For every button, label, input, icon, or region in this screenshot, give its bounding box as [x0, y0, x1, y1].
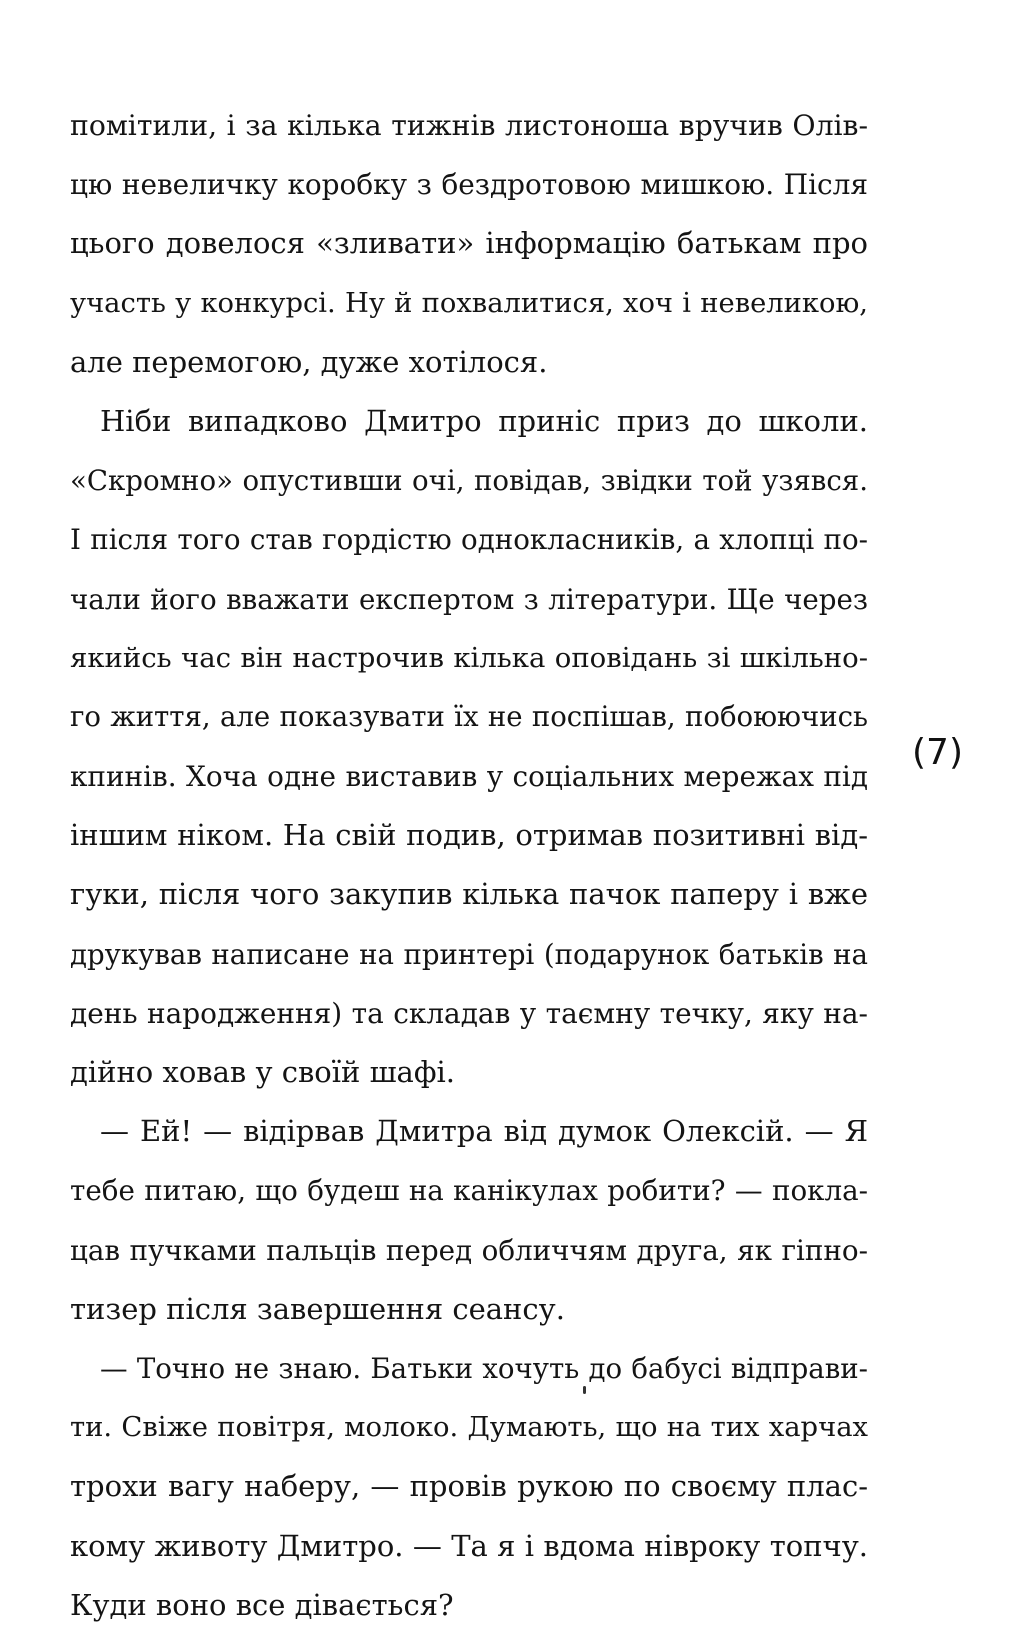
body-text — [70, 96, 868, 1635]
text-line: кпинів. Хоча одне виставив у соціальних мережах під — [70, 760, 868, 794]
text-line: чали його вважати експертом з літератури. Ще через — [70, 582, 868, 616]
text-line: гуки, після чого закупив кілька пачок паперу і вже — [70, 877, 868, 912]
text-line: день народження) та складав у таємну течку, яку на- — [70, 996, 868, 1030]
text-line: іншим ніком. На свій подив, отримав позитивні від- — [70, 818, 868, 853]
text-line: тизер після завершення сеансу. — [70, 1291, 565, 1326]
text-line: цав пучками пальців перед обличчям друга, як гіпно- — [70, 1233, 868, 1267]
print-speck — [583, 1386, 586, 1394]
text-line: «Скромно» опустивши очі, повідав, звідки той узявся. — [70, 464, 868, 498]
paragraph-4 — [70, 1339, 868, 1635]
text-line: дійно ховав у своїй шафі. — [70, 1055, 456, 1089]
text-line: трохи вагу наберу, — провів рукою по своєму плас- — [70, 1469, 868, 1504]
text-line: го життя, але показувати їх не поспішав, побоюючись — [70, 700, 868, 733]
paragraph-1 — [70, 96, 868, 392]
text-line: Куди воно все дівається? — [70, 1587, 454, 1622]
text-line: цю невеличку коробку з бездротовою мишкою. Після — [70, 168, 868, 202]
text-line: помітили, і за кілька тижнів листоноша вручив Олів- — [70, 109, 868, 142]
paragraph-2 — [70, 392, 868, 1102]
text-line: — Ей! — відірвав Дмитра від думок Олексій. — Я — [100, 1114, 868, 1149]
text-line: друкував написане на принтері (подарунок батьків на — [70, 937, 868, 971]
text-line: цього довелося «зливати» інформацію батькам про — [70, 226, 868, 261]
text-line: якийсь час він настрочив кілька оповідань зі шкільно- — [70, 641, 868, 674]
text-line: але перемогою, дуже хотілося. — [70, 344, 548, 379]
text-line: участь у конкурсі. Ну й похвалитися, хоч і невеликою, — [70, 287, 868, 319]
text-line: І після того став гордістю однокласників, а хлопці по- — [70, 523, 868, 557]
text-line: кому животу Дмитро. — Та я і вдома нівроку топчу. — [70, 1528, 868, 1563]
text-line: — Точно не знаю. Батьки хочуть до бабусі відправи- — [100, 1351, 868, 1385]
text-line: ти. Свіже повітря, молоко. Думають, що на тих харчах — [70, 1412, 868, 1444]
paragraph-3 — [70, 1102, 868, 1339]
text-line: тебе питаю, що будеш на канікулах робити? — покла- — [70, 1174, 868, 1208]
text-line: Ніби випадково Дмитро приніс приз до школи. — [100, 403, 868, 438]
page-number: (7) — [912, 732, 963, 773]
